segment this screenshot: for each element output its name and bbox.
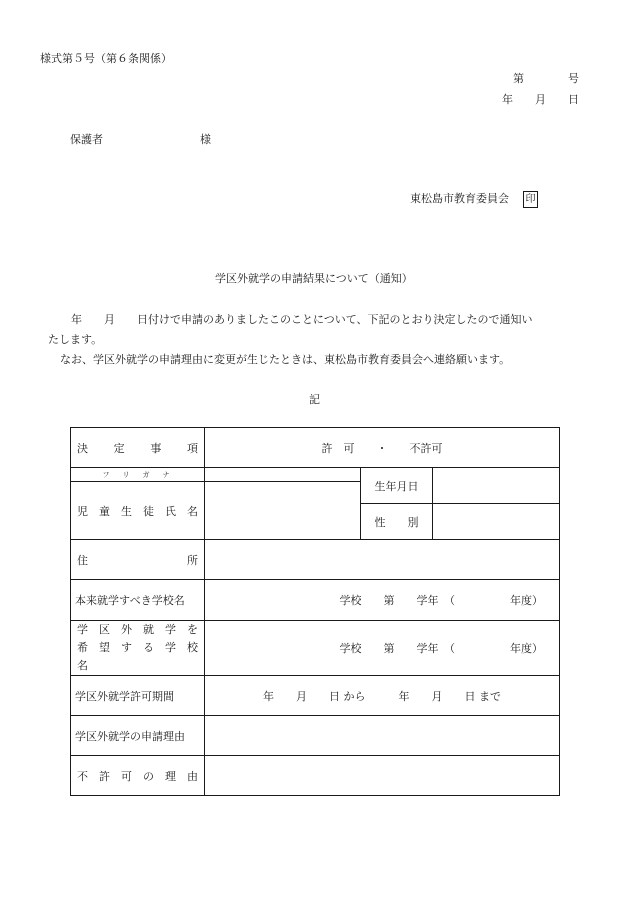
table-row-decision [71,428,560,468]
address-field[interactable] [205,540,560,580]
reason-field[interactable] [205,716,560,756]
form-number: 様式第５号（第６条関係） [40,52,172,65]
honorific: 様 [200,133,211,146]
desired-school-label [71,621,209,676]
table-row-denial-reason [71,756,560,796]
furigana-label: フ リ ガ ナ [71,468,205,482]
table-row-period [71,676,560,716]
table-row-original-school [71,580,560,621]
dob-label: 生年月日 [361,468,433,504]
decision-label: 決 定 事 項 [71,428,205,468]
dob-field[interactable] [433,468,560,504]
address-label: 住 所 [71,540,205,580]
guardian-label: 保護者 [70,133,103,146]
document-date: 年 月 日 [502,93,579,106]
issuer-name: 東松島市教育委員会 [410,192,509,205]
student-name-field[interactable] [205,482,361,540]
table-row-desired-school [71,621,560,676]
document-title: 学区外就学の申請結果について（通知） [215,272,413,285]
denial-reason-field[interactable] [205,756,560,796]
period-label: 学区外就学許可期間 [71,676,205,716]
issuer [410,190,538,208]
table-row-reason [71,716,560,756]
ki-heading: 記 [309,393,320,406]
gender-label: 性 別 [361,504,433,540]
desired-school-label-line-2: 希 望 す る 学 校 名 [77,641,209,672]
desired-school-value: 学校 第 学年 （ 年度） [205,621,560,676]
original-school-value: 学校 第 学年 （ 年度） [205,580,560,621]
period-value: 年 月 日 から 年 月 日 まで [205,676,560,716]
furigana-field[interactable] [205,468,361,482]
seal-mark: 印 [523,191,538,208]
reason-label: 学区外就学の申請理由 [71,716,205,756]
gender-field[interactable] [433,504,560,540]
denial-reason-label: 不 許 可 の 理 由 [71,756,205,796]
table-row-address [71,540,560,580]
student-name-label: 児 童 生 徒 氏 名 [71,482,205,540]
body-paragraph-1-line-2: たします。 [48,333,103,346]
decision-value: 許 可 ・ 不許可 [205,428,560,468]
original-school-label: 本来就学すべき学校名 [71,580,205,621]
table-row-furigana [71,468,560,482]
document-number: 第 号 [513,72,579,85]
body-paragraph-1-line-1: 年 月 日付けで申請のありましたこのことについて、下記のとおり決定したので通知い [71,313,533,326]
desired-school-label-line-1: 学 区 外 就 学 を [77,623,198,636]
application-result-table [70,427,560,796]
body-paragraph-2: なお、学区外就学の申請理由に変更が生じたときは、東松島市教育委員会へ連絡願います。 [60,353,511,366]
